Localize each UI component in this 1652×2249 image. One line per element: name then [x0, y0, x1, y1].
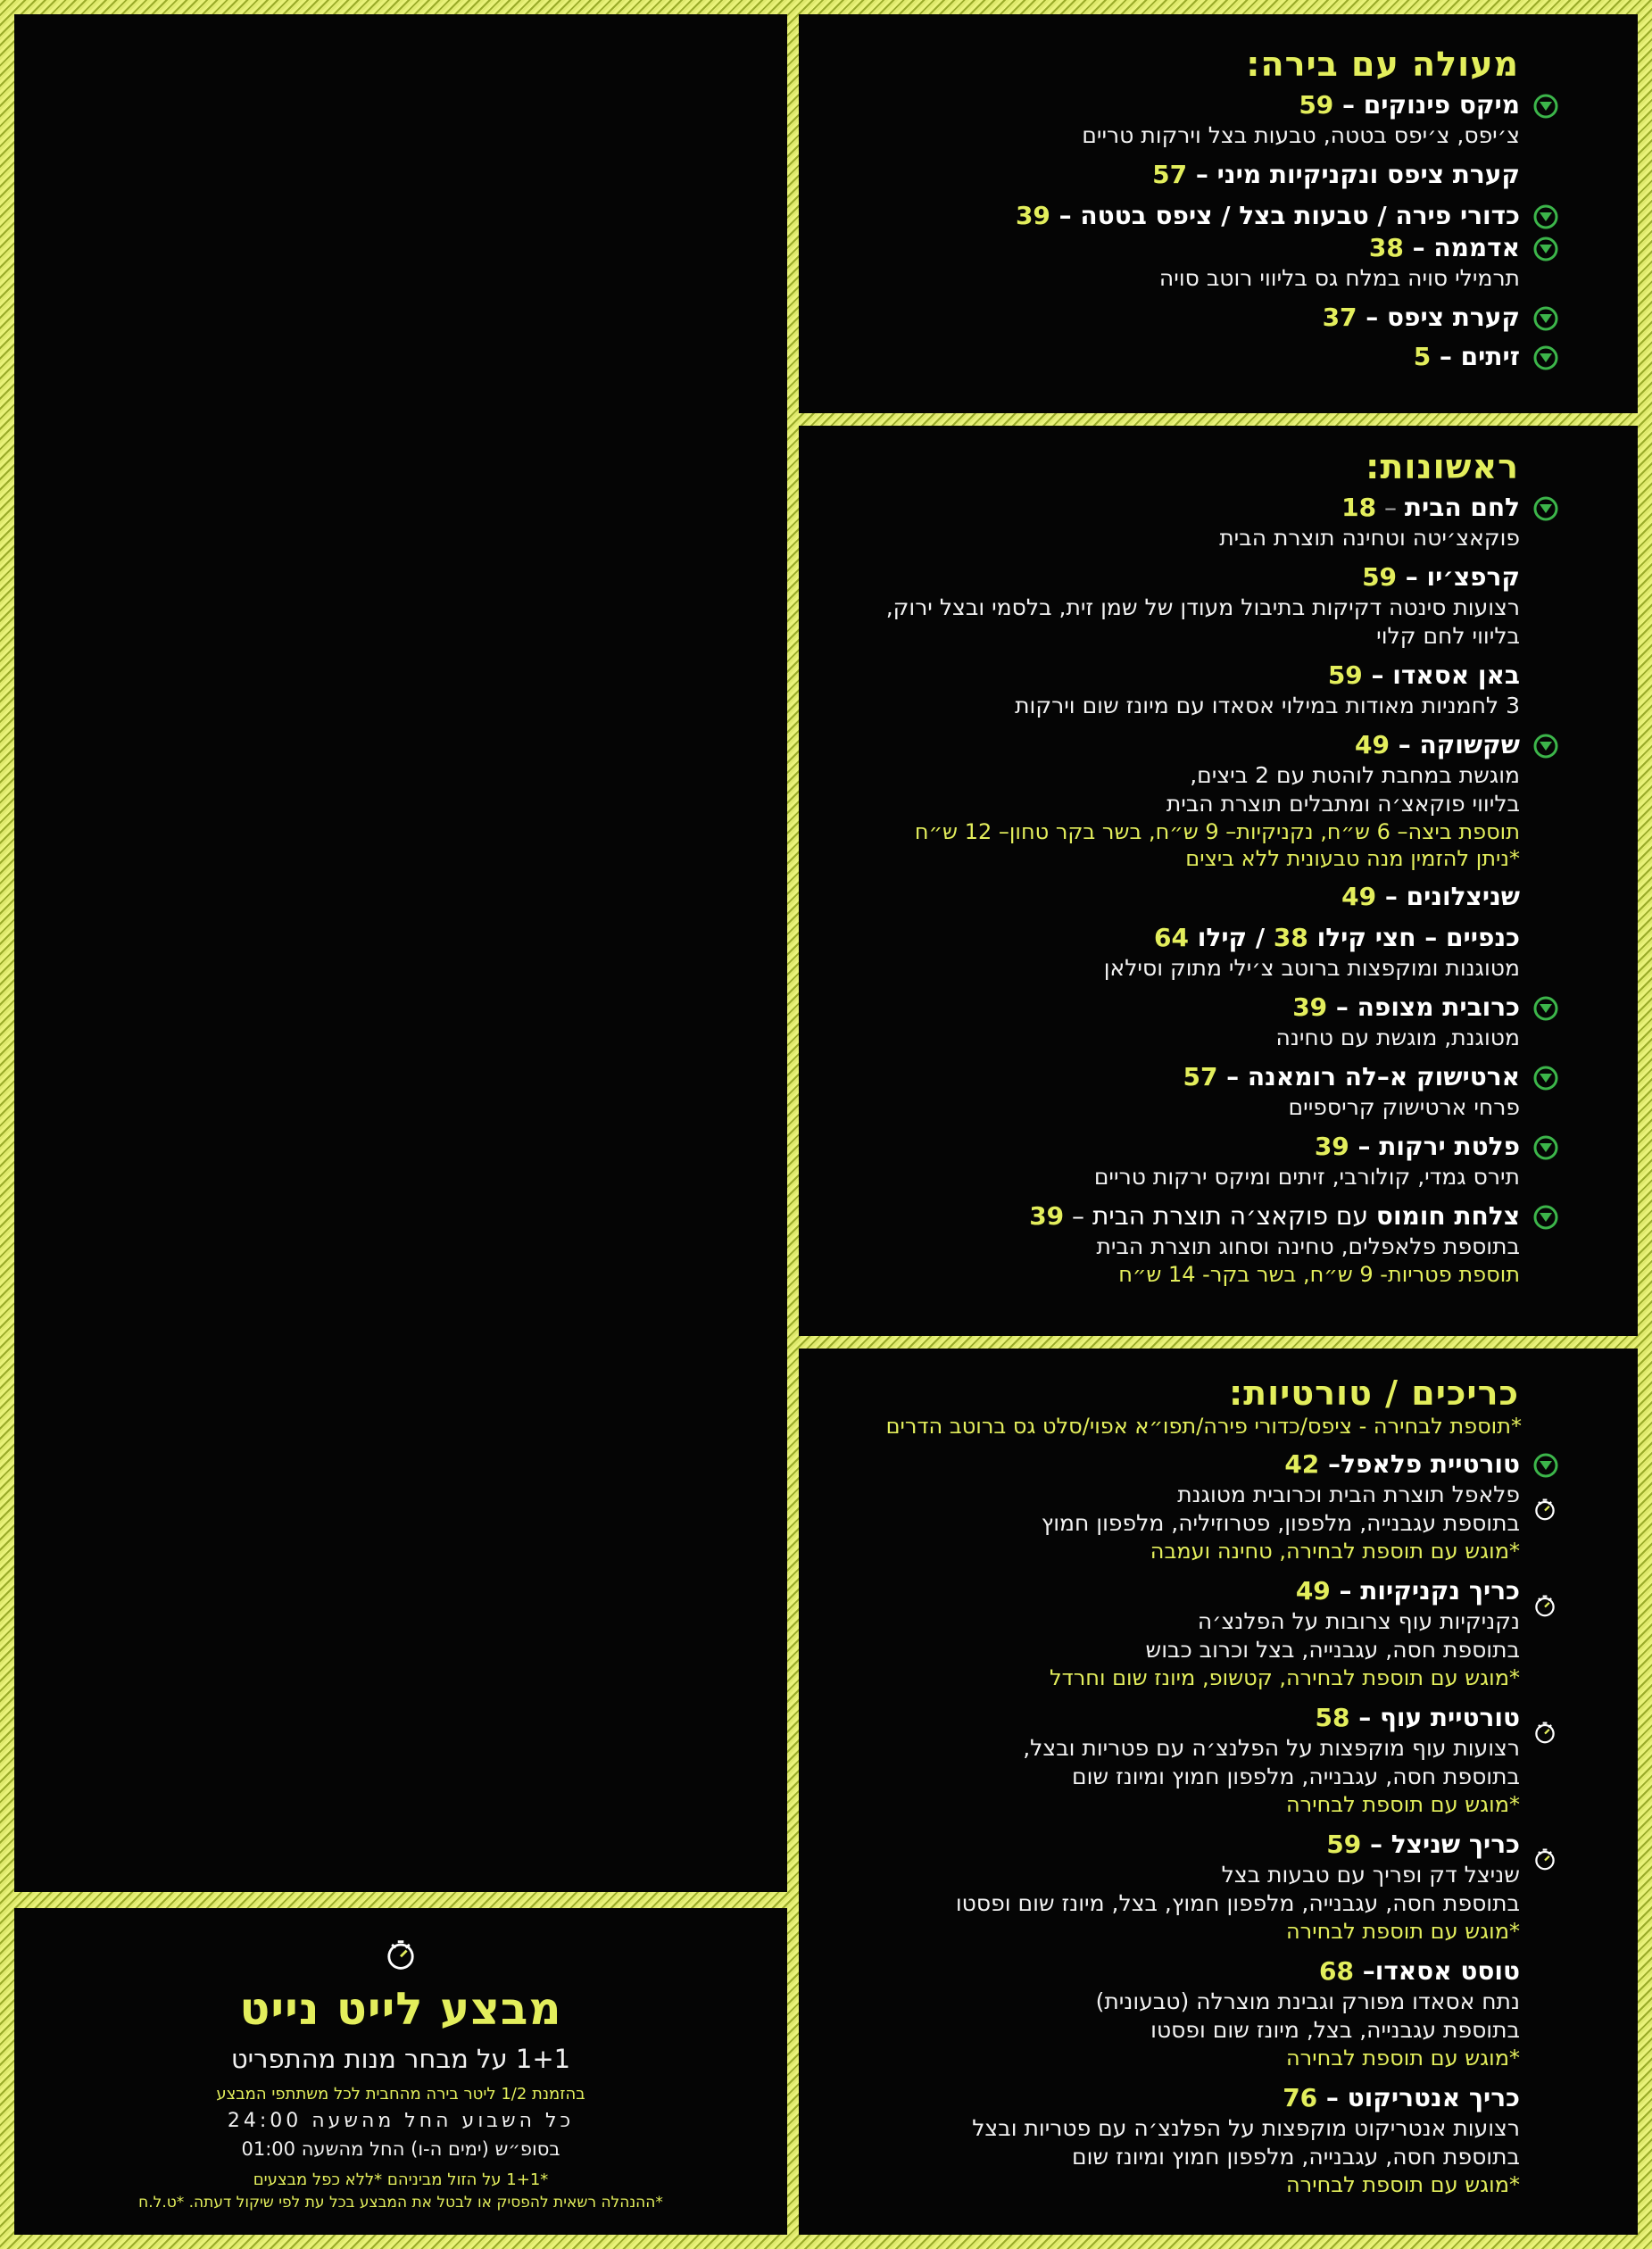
item-name: כריך שניצל –: [1361, 1830, 1520, 1859]
menu-item: [799, 232, 1638, 293]
item-note: *ניתן להזמין מנה טבעונית ללא ביצים: [1185, 846, 1520, 871]
item-note: *מוגש עם תוספת לבחירה: [1285, 2046, 1520, 2071]
menu-item: [799, 1702, 1638, 1818]
item-name: אדממה –: [1403, 233, 1520, 262]
vegan-icon: [1532, 1134, 1559, 1161]
item-name: פלטת ירקות –: [1349, 1132, 1520, 1161]
item-desc: תרמילי סויה במלח גס בליווי רוטב סויה: [1158, 265, 1520, 291]
item-name: טוסט אסאדו–: [1353, 1956, 1520, 1986]
item-price: 59: [1362, 562, 1398, 592]
item-name: קערת ציפס –: [1357, 303, 1520, 332]
item-price: 39: [1292, 992, 1328, 1022]
late-night-promo: [14, 1908, 787, 2235]
item-price: 42: [1284, 1449, 1320, 1479]
menu-item: [799, 341, 1638, 373]
item-note: *מוגש עם תוספת לבחירה: [1285, 2172, 1520, 2197]
menu-item: [799, 881, 1638, 913]
item-desc-2: בתוספת חסה, עגבנייה, מלפפון חמוץ ומיונז שום: [1072, 2144, 1520, 2170]
late-night-icon: [381, 1935, 420, 1974]
item-desc: רצועות עוף מוקפצות על הפלנצ׳ה עם פטריות ובצל,: [1023, 1735, 1520, 1761]
item-desc-2: בליווי לחם קלוי: [1376, 623, 1520, 649]
late-night-icon: [1531, 1845, 1559, 1873]
item-name: קרפצ׳יו –: [1397, 562, 1520, 592]
vegan-icon: [1532, 495, 1559, 522]
item-name: לחם הבית: [1404, 493, 1520, 522]
menu-item: [799, 1061, 1638, 1122]
menu-item: [799, 1829, 1638, 1945]
item-name: כריך נקניקיות –: [1330, 1576, 1520, 1606]
vegan-icon: [1532, 1452, 1559, 1479]
item-price: 39: [1015, 201, 1050, 230]
menu-item: [799, 1200, 1638, 1288]
menu-item: [799, 992, 1638, 1052]
wraps-section: [799, 1349, 1638, 2235]
vegan-icon: [1532, 344, 1559, 371]
item-desc-2: בתוספת חסה, עגבנייה, מלפפון חמוץ, בצל, מיונז שום ופסטו: [955, 1890, 1520, 1916]
item-name: מיקס פינוקים –: [1333, 90, 1520, 120]
item-name: כריך אנטריקוט –: [1317, 2083, 1520, 2112]
item-name: ארטישוק א–לה רומאנה –: [1217, 1062, 1520, 1091]
item-desc: נתח אסאדו מפורק וגבינת מוצרלה (טבעונית): [1095, 1988, 1520, 2014]
item-name: טורטיית פלאפל–: [1319, 1449, 1520, 1479]
menu-item: [799, 2082, 1638, 2198]
starters-section: [799, 426, 1638, 1336]
menu-item: [799, 1575, 1638, 1691]
item-desc: רצועות אנטריקוט מוקפצות על הפלנצ׳ה עם פטריות ובצל: [972, 2115, 1520, 2141]
item-name: צלחת חומוס: [1375, 1201, 1520, 1231]
wraps-content: [799, 1373, 1638, 2198]
item-desc: מוגשת במחבת לוהטת עם 2 ביצים,: [1190, 762, 1520, 788]
item-price: 5: [1413, 342, 1432, 371]
item-name: באן אסאדו –: [1362, 660, 1520, 690]
item-extras: תוספת פטריות- 9 ש״ח, בשר בקר- 14 ש״ח: [1118, 1262, 1520, 1287]
item-name-2: / קילו: [1189, 923, 1274, 952]
item-name: כרובית מצופה –: [1327, 992, 1520, 1022]
item-desc: רצועות סינטה דקיקות בתיבול מעודן של שמן זית, בלסמי ובצל ירוק,: [885, 594, 1520, 620]
item-note: *מוגש עם תוספת לבחירה, קטשופ, מיונז שום וחרדל: [1049, 1665, 1520, 1690]
menu-item: [799, 1448, 1638, 1564]
late-night-icon: [1531, 1495, 1559, 1523]
item-extras: תוספת ביצה– 6 ש״ח, נקניקיות– 9 ש״ח, בשר בקר טחון– 12 ש״ח: [914, 819, 1520, 844]
item-price: 37: [1322, 303, 1357, 332]
item-name: כדורי פירה / טבעות בצל / ציפס בטטה –: [1050, 201, 1520, 230]
vegan-icon: [1532, 203, 1559, 230]
vegan-icon: [1532, 1204, 1559, 1231]
item-desc: בתוספת פלאפלים, טחינה וסחוג תוצרת הבית: [1096, 1233, 1520, 1259]
item-price: 59: [1327, 660, 1363, 690]
menu-item: [799, 492, 1638, 552]
vegan-icon: [1532, 733, 1559, 759]
section-title: מעולה עם בירה:: [1246, 45, 1519, 84]
promo-note2: *ההנהלה רשאית להפסיק או לבטל את המבצע בכל עת לפי שיקול דעתה. *ט.ל.ח: [138, 2194, 663, 2212]
item-desc-2: בתוספת חסה, עגבנייה, מלפפון חמוץ ומיונז שום: [1072, 1764, 1520, 1789]
late-night-icon: [1531, 1718, 1559, 1747]
item-desc: מטוגנות ומוקפצות ברוטב צ׳ילי מתוק וסילאן: [1103, 955, 1520, 981]
promo-line1: בהזמנת 1/2 ליטר בירה מהחבית לכל משתתפי המבצע: [216, 2085, 585, 2104]
promo-line2: כל השבוע החל מהשעה 24:00: [227, 2110, 575, 2132]
item-price: 49: [1341, 882, 1377, 911]
section-title: כריכים / טורטיות:: [1228, 1373, 1519, 1413]
promo-title: מבצע לייט נייט: [239, 1983, 562, 2035]
section-note: *תוספת לבחירה - ציפס/כדורי פירה/תפו״א אפוי/סלט גס ברוטב הדרים: [885, 1414, 1522, 1439]
menu-item: [799, 159, 1638, 191]
item-note: *מוגש עם תוספת לבחירה: [1285, 1792, 1520, 1817]
promo-line3: בסופ״ש (ימים ה-ו) החל מהשעה 01:00: [241, 2138, 560, 2160]
vegan-icon: [1532, 995, 1559, 1022]
item-desc: נקניקיות עוף צרובות על הפלנצ׳ה: [1197, 1608, 1520, 1634]
vegan-icon: [1532, 93, 1559, 120]
menu-item: [799, 200, 1638, 232]
item-price: 18: [1341, 493, 1377, 522]
item-price: 59: [1299, 90, 1334, 120]
item-price: 58: [1315, 1703, 1350, 1732]
beer-snacks-section: [799, 14, 1638, 413]
item-name: זיתים –: [1431, 342, 1520, 371]
item-desc-2: בליווי פוקאצ׳ה ומתבלים תוצרת הבית: [1166, 791, 1520, 817]
item-desc: פוקאצ׳יטה וטחינה תוצרת הבית: [1219, 525, 1520, 551]
item-desc: צ׳יפס, צ׳יפס בטטה, טבעות בצל וירקות טריים: [1082, 122, 1520, 148]
item-desc: תירס גמדי, קולורבי, זיתים ומיקס ירקות טריים: [1093, 1164, 1520, 1190]
item-desc-2: בתוספת עגבנייה, בצל, מיונז שום ופסטו: [1150, 2017, 1520, 2043]
item-note: *מוגש עם תוספת לבחירה, טחינה ועמבה: [1150, 1539, 1520, 1564]
empty-image-panel: [14, 14, 787, 1892]
section-title: ראשונות:: [1366, 447, 1519, 486]
item-price: 38: [1368, 233, 1404, 262]
item-price: 49: [1295, 1576, 1331, 1606]
item-desc: פרחי ארטישוק קריספיים: [1288, 1094, 1520, 1120]
vegan-icon: [1532, 305, 1559, 332]
late-night-icon: [1531, 1591, 1559, 1620]
item-price: 38: [1273, 923, 1308, 952]
menu-item: [799, 922, 1638, 983]
item-name: כנפיים – חצי קילו: [1307, 923, 1520, 952]
item-desc: מטוגנת, מוגשת עם טחינה: [1275, 1025, 1520, 1050]
item-name: קערת ציפס ונקניקיות מיני –: [1187, 160, 1520, 189]
item-price: 39: [1029, 1201, 1065, 1231]
vegan-icon: [1532, 1065, 1559, 1091]
menu-item: [799, 561, 1638, 651]
item-price-2: 64: [1154, 923, 1190, 952]
item-name-note: עם פוקאצ׳ה תוצרת הבית –: [1064, 1201, 1376, 1231]
item-name: טורטיית עוף –: [1349, 1703, 1520, 1732]
beer-snacks-content: [799, 45, 1638, 373]
item-price: 39: [1314, 1132, 1349, 1161]
menu-item: [799, 660, 1638, 720]
item-price: 76: [1283, 2083, 1318, 2112]
menu-item: [799, 302, 1638, 334]
item-name: שניצלונים –: [1376, 882, 1520, 911]
promo-subtitle: 1+1 על מבחר מנות מהתפריט: [230, 2044, 571, 2074]
item-price: 68: [1318, 1956, 1354, 1986]
item-price: 49: [1354, 730, 1390, 759]
item-desc: פלאפל תוצרת הבית וכרובית מטוגנת: [1177, 1481, 1520, 1507]
item-price: 57: [1183, 1062, 1218, 1091]
menu-item: [799, 89, 1638, 150]
menu-item: [799, 1955, 1638, 2071]
item-separator: –: [1376, 493, 1405, 522]
item-desc: שניצל דק ופריך עם טבעות בצל: [1221, 1862, 1520, 1888]
promo-note1: *1+1 על הזול מביניהם *ללא כפל מבצעים: [253, 2170, 549, 2189]
item-note: *מוגש עם תוספת לבחירה: [1285, 1919, 1520, 1944]
item-desc-2: בתוספת חסה, עגבנייה, בצל וכרוב כבוש: [1145, 1637, 1520, 1663]
starters-content: [799, 447, 1638, 1288]
menu-item: [799, 729, 1638, 872]
item-desc: 3 לחמניות מאודות במילוי אסאדו עם מיונז שום וירקות: [1015, 693, 1520, 718]
item-desc-2: בתוספת עגבנייה, מלפפון, פטרוזיליה, מלפפון חמוץ: [1041, 1510, 1520, 1536]
vegan-icon: [1532, 236, 1559, 262]
item-name: שקשוקה –: [1389, 730, 1520, 759]
item-price: 59: [1326, 1830, 1362, 1859]
item-price: 57: [1152, 160, 1188, 189]
menu-item: [799, 1131, 1638, 1191]
